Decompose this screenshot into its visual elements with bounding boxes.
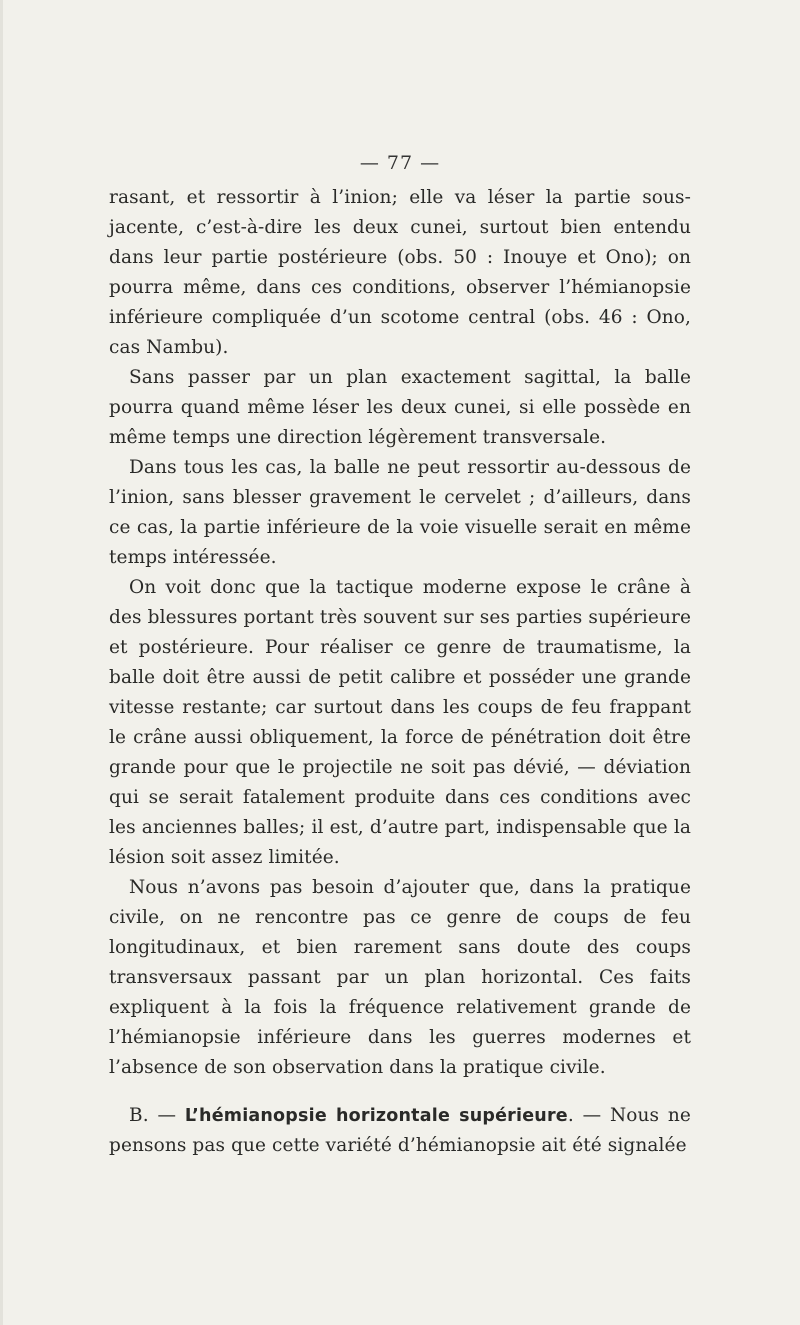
paragraph-2: Sans passer par un plan exactement sagittal, la balle pourra quand même léser les deux cunei, si elle possède en même temps une direction légèrement transversale. bbox=[109, 367, 691, 448]
paragraph-1: rasant, et ressortir à l’inion; elle va léser la partie sous-jacente, c’est-à-dire les deux cunei, surtout bien entendu dans leur partie postérieure (obs. 50 : Inouye et Ono); on pourra même, dans ces conditions, observer l’hémianopsie inférieure compliquée d’un scotome central (obs. 46 : Ono, cas Nambu). bbox=[109, 187, 691, 358]
paragraph-5: Nous n’avons pas besoin d’ajouter que, dans la pratique civile, on ne rencontre pas ce genre de coups de feu longitudinaux, et bien rarement sans doute des coups transversaux passant par un plan horizontal. Ces faits expliquent à la fois la fréquence relativement grande de l’hémianopsie inférieure dans les guerres modernes et l’absence de son observation dans la pratique civile. bbox=[109, 877, 691, 1078]
paragraph-3: Dans tous les cas, la balle ne peut ressortir au-dessous de l’inion, sans blesser gravement le cervelet ; d’ailleurs, dans ce cas, la partie inférieure de la voie visuelle serait en même temps intéressée. bbox=[109, 457, 691, 568]
paragraph-4: On voit donc que la tactique moderne expose le crâne à des blessures portant très souvent sur ses parties supérieure et postérieure. Pour réaliser ce genre de traumatisme, la balle doit être aussi de petit calibre et posséder une grande vitesse restante; car surtout dans les coups de feu frappant le crâne aussi obliquement, la force de pénétration doit être grande pour que le projectile ne soit pas dévié, — déviation qui se serait fatalement produite dans ces conditions avec les anciennes balles; il est, d’autre part, indispensable que la lésion soit assez limitée. bbox=[109, 577, 691, 868]
page-number: — 77 — bbox=[359, 152, 441, 174]
page-edge-shadow bbox=[0, 0, 3, 1325]
body-text bbox=[109, 183, 691, 1161]
section-prefix: B. — bbox=[129, 1105, 185, 1126]
section-title: L’hémianopsie horizontale supérieure bbox=[184, 1106, 568, 1126]
section-text: . — Nous ne pensons pas que cette variété d’hémianopsie ait été signalée bbox=[109, 1105, 691, 1156]
section-b-paragraph bbox=[109, 1101, 691, 1161]
